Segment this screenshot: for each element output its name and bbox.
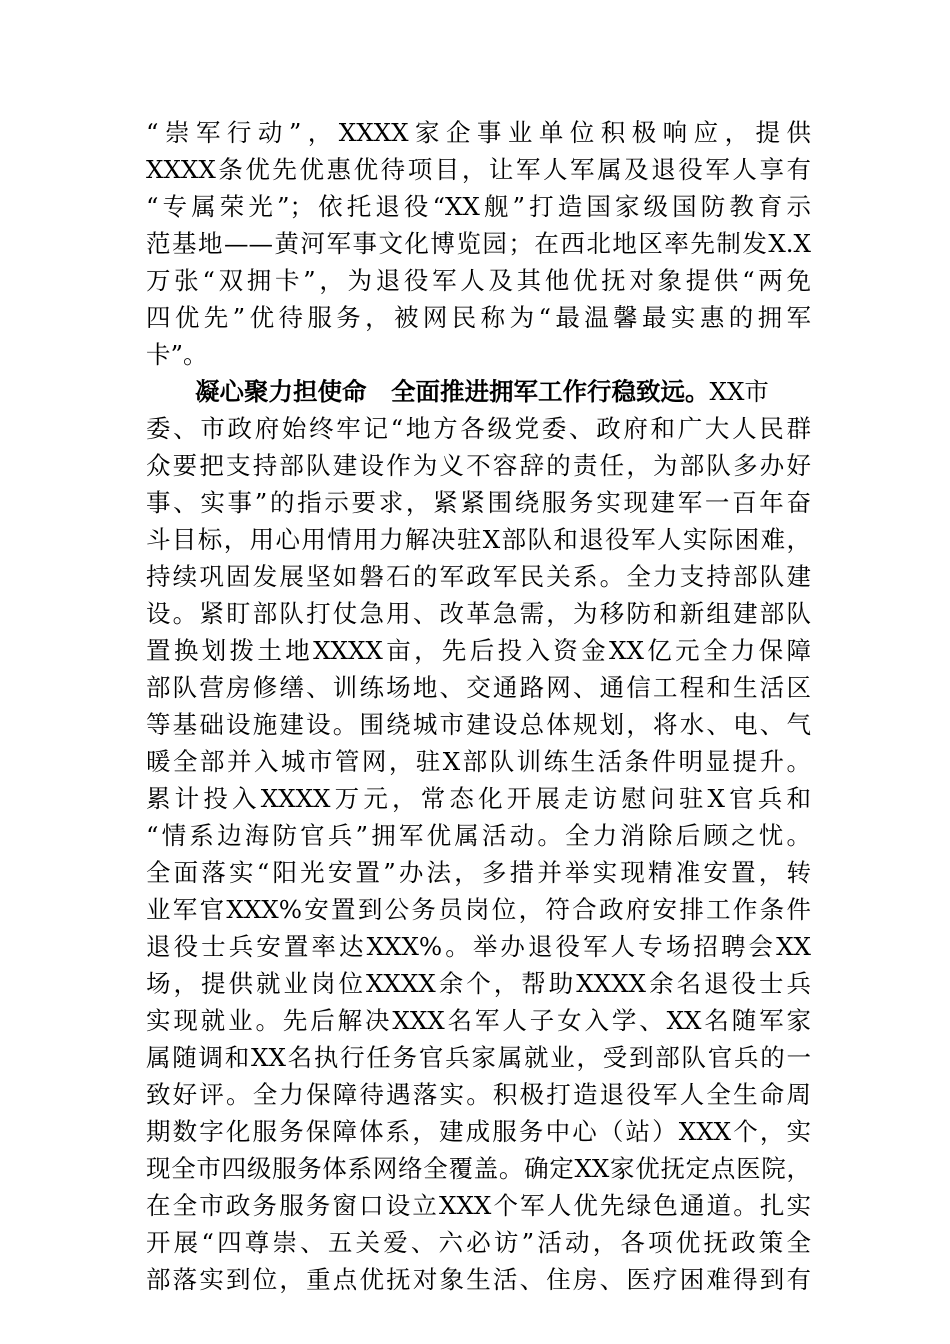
text-line: 全面落实“阳光安置”办法，多措并举实现精准安置，转	[146, 858, 811, 887]
text-line: 退役士兵安置率达XXX%。举办退役军人专场招聘会XX	[146, 932, 811, 961]
text-line: “情系边海防官兵”拥军优属活动。全力消除后顾之忧。	[146, 821, 811, 850]
text-line: 置换划拨土地XXXX亩，先后投入资金XX亿元全力保障	[146, 636, 811, 665]
text-line: 业军官XXX%安置到公务员岗位，符合政府安排工作条件	[146, 895, 811, 924]
paragraph-1	[146, 114, 811, 373]
text-line: 属随调和XX名执行任务官兵家属就业，受到部队官兵的一	[146, 1043, 811, 1072]
text-line: 斗目标，用心用情用力解决驻X部队和退役军人实际困难，	[146, 525, 811, 554]
text-line: 在全市政务服务窗口设立XXX个军人优先绿色通道。扎实	[146, 1191, 811, 1220]
text-line: 设。紧盯部队打仗急用、改革急需，为移防和新组建部队	[146, 599, 811, 628]
text-line: 开展“四尊崇、五关爱、六必访”活动，各项优抚政策全	[146, 1228, 811, 1257]
heading-continuation: XX市	[709, 377, 769, 406]
text-line: 众要把支持部队建设作为义不容辞的责任，为部队多办好	[146, 451, 811, 480]
text-line: 等基础设施建设。围绕城市建设总体规划，将水、电、气	[146, 710, 811, 739]
text-line: 万张“双拥卡”，为退役军人及其他优抚对象提供“两免	[146, 266, 811, 295]
paragraph-2	[146, 373, 811, 1298]
text-line: 事、实事”的指示要求，紧紧围绕服务实现建军一百年奋	[146, 488, 811, 517]
paragraph-first-line	[146, 373, 811, 410]
text-line: 持续巩固发展坚如磐石的军政军民关系。全力支持部队建	[146, 562, 811, 591]
text-line: 现全市四级服务体系网络全覆盖。确定XX家优抚定点医院，	[146, 1154, 811, 1183]
text-line: 委、市政府始终牢记“地方各级党委、政府和广大人民群	[146, 414, 811, 443]
text-line: 期数字化服务保障体系，建成服务中心（站）XXX个，实	[146, 1117, 811, 1146]
body-text	[146, 114, 811, 1298]
text-line: 暖全部并入城市管网，驻X部队训练生活条件明显提升。	[146, 747, 811, 776]
text-line: “崇军行动”，XXXX家企事业单位积极响应，提供	[146, 118, 811, 147]
text-line: 部队营房修缮、训练场地、交通路网、通信工程和生活区	[146, 673, 811, 702]
text-line: 卡”。	[146, 340, 208, 369]
text-line: “专属荣光”；依托退役“XX舰”打造国家级国防教育示	[146, 192, 811, 221]
text-line: 四优先”优待服务，被网民称为“最温馨最实惠的拥军	[146, 303, 811, 332]
text-line: 致好评。全力保障待遇落实。积极打造退役军人全生命周	[146, 1080, 811, 1109]
text-line: 范基地——黄河军事文化博览园；在西北地区率先制发X.X	[146, 229, 811, 258]
text-line: 累计投入XXXX万元，常态化开展走访慰问驻X官兵和	[146, 784, 811, 813]
text-line: 部落实到位，重点优抚对象生活、住房、医疗困难得到有	[146, 1265, 811, 1294]
paragraph-heading: 凝心聚力担使命 全面推进拥军工作行稳致远。	[195, 377, 710, 406]
text-line: 场，提供就业岗位XXXX余个，帮助XXXX余名退役士兵	[146, 969, 811, 998]
text-line: XXXX条优先优惠优待项目，让军人军属及退役军人享有	[146, 155, 811, 184]
text-line: 实现就业。先后解决XXX名军人子女入学、XX名随军家	[146, 1006, 811, 1035]
